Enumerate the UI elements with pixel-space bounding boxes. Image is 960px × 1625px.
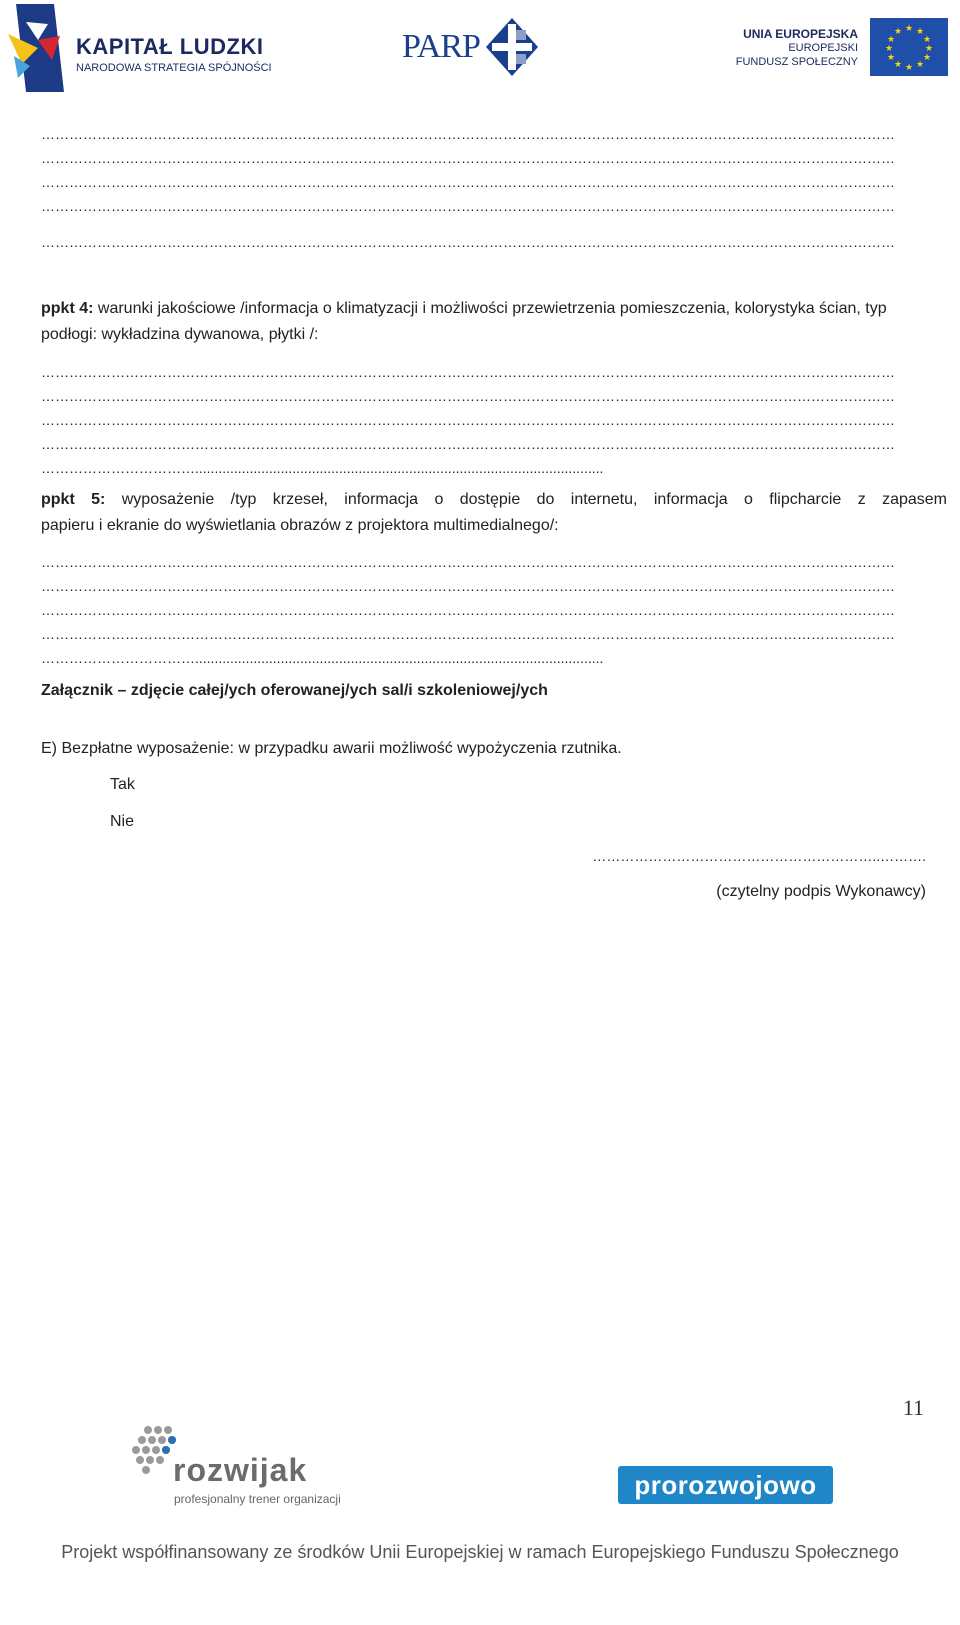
attachment-heading: Załącznik – zdjęcie całej/ych oferowanej/ych sal/i szkoleniowej/ych — [41, 682, 548, 699]
svg-text:★: ★ — [915, 60, 925, 70]
svg-text:★: ★ — [893, 60, 903, 70]
dotted-line: ………………………………………………………………………………………………………………………………………………………………… — [41, 626, 895, 642]
page-number: 11 — [902, 1395, 924, 1420]
ppkt5-line1 — [41, 487, 947, 513]
kapital-ludzki-subtitle: NARODOWA STRATEGIA SPÓJNOŚCI — [76, 62, 272, 74]
ppkt4-label: ppkt 4: — [41, 300, 94, 317]
ppkt4-paragraph — [41, 296, 947, 348]
signature-line: ……………………………………………………..………. — [592, 848, 926, 864]
parp-wordmark: PARP — [402, 28, 480, 65]
svg-text:★: ★ — [884, 44, 894, 54]
dotted-line: ………………………………………………………………………………………………………………………………………………………………… — [41, 234, 895, 250]
svg-text:★: ★ — [904, 63, 914, 73]
kapital-ludzki-emblem-icon — [8, 4, 64, 92]
ppkt5-line2: papieru i ekranie do wyświetlania obrazów z projektora multimedialnego/: — [41, 517, 559, 534]
prorozwojowo-logo: prorozwojowo — [618, 1466, 833, 1504]
dotted-line: ………………………………………………………………………………………………………………………………………………………………… — [41, 602, 895, 618]
svg-text:★: ★ — [915, 27, 925, 37]
kapital-ludzki-title: KAPITAŁ LUDZKI — [76, 34, 264, 59]
svg-text:★: ★ — [886, 53, 896, 63]
dotted-line: ………………………………………………………………………………………………………………………………………………………………… — [41, 436, 895, 452]
svg-text:★: ★ — [904, 24, 914, 34]
dotted-line: ……………………………......................................................................................................... — [41, 650, 604, 666]
dotted-line: ………………………………………………………………………………………………………………………………………………………………… — [41, 126, 895, 142]
kapital-ludzki-logo — [8, 4, 272, 92]
section-e-text: E) Bezpłatne wyposażenie: w przypadku awarii możliwość wypożyczenia rzutnika. — [41, 740, 622, 757]
dotted-line: ………………………………………………………………………………………………………………………………………………………………… — [41, 578, 895, 594]
ppkt5-label: ppkt 5: — [41, 491, 106, 508]
svg-text:★: ★ — [922, 53, 932, 63]
ppkt4-text: warunki jakościowe /informacja o klimatyzacji i możliwości przewietrzenia pomieszczenia, kolorystyka ścian, typ podłogi: wykładzina dywanowa, płytki /: — [41, 300, 887, 343]
dotted-line: ………………………………………………………………………………………………………………………………………………………………… — [41, 174, 895, 190]
parp-emblem-icon — [486, 18, 538, 76]
dotted-line: ………………………………………………………………………………………………………………………………………………………………… — [41, 198, 895, 214]
eu-logo — [735, 18, 948, 80]
rozwijak-wordmark: rozwijak — [173, 1452, 308, 1488]
dotted-line: ………………………………………………………………………………………………………………………………………………………………… — [41, 364, 895, 380]
eu-line3: FUNDUSZ SPOŁECZNY — [735, 56, 858, 68]
signature-label: (czytelny podpis Wykonawcy) — [716, 883, 926, 900]
svg-text:★: ★ — [893, 27, 903, 37]
eu-flag-icon — [870, 18, 948, 76]
option-yes[interactable]: Tak — [110, 776, 135, 793]
svg-text:★: ★ — [922, 35, 932, 45]
svg-text:★: ★ — [924, 44, 934, 54]
cofinancing-note: Projekt współfinansowany ze środków Unii Europejskiej w ramach Europejskiego Funduszu Społecznego — [61, 1542, 899, 1562]
dotted-line: ………………………………………………………………………………………………………………………………………………………………… — [41, 388, 895, 404]
rozwijak-logo — [128, 1424, 368, 1514]
ppkt5-text-line1: wyposażenie /typ krzeseł, informacja o dostępie do internetu, informacja o flipcharcie z zapasem — [105, 491, 947, 508]
eu-line1: UNIA EUROPEJSKA — [743, 27, 858, 41]
dotted-line: ………………………………………………………………………………………………………………………………………………………………… — [41, 150, 895, 166]
option-no[interactable]: Nie — [110, 813, 135, 830]
eu-line2: EUROPEJSKI — [788, 42, 858, 54]
svg-text:★: ★ — [886, 35, 896, 45]
dotted-line: ……………………………......................................................................................................... — [41, 460, 604, 476]
dotted-line: ………………………………………………………………………………………………………………………………………………………………… — [41, 412, 895, 428]
dotted-line: ………………………………………………………………………………………………………………………………………………………………… — [41, 554, 895, 570]
parp-logo — [402, 16, 562, 78]
rozwijak-tagline: profesjonalny trener organizacji — [174, 1492, 341, 1506]
